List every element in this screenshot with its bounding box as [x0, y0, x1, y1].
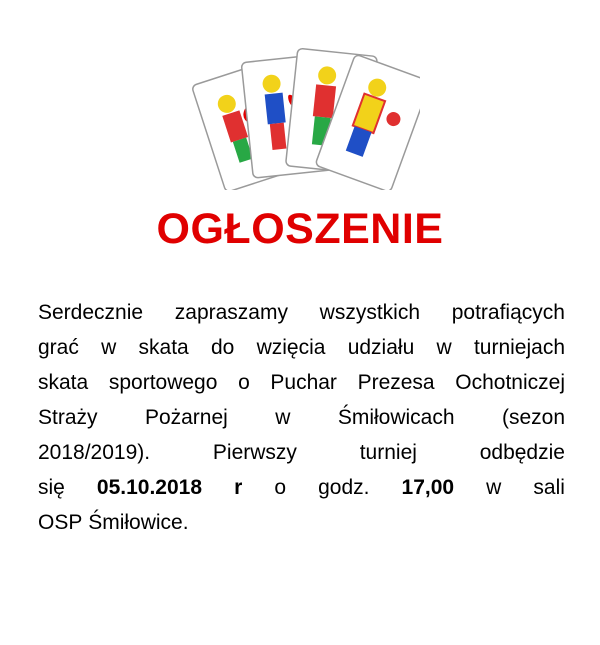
word: odbędzie — [479, 441, 565, 464]
word: się — [38, 476, 65, 499]
word: udziału — [347, 336, 415, 359]
playing-cards-fan-icon — [190, 40, 420, 190]
word: Serdecznie — [38, 301, 144, 324]
event-time: 17,00 — [401, 476, 455, 499]
word: Pożarnej — [144, 406, 228, 429]
word: turniej — [359, 441, 417, 464]
word: 2018/2019). — [38, 441, 151, 464]
text-line — [38, 295, 565, 330]
page-title: OGŁOSZENIE — [156, 205, 444, 253]
word: skata — [138, 336, 189, 359]
word: godz. — [318, 476, 370, 499]
text-line — [38, 435, 565, 470]
word: o — [238, 371, 250, 394]
word: w — [486, 476, 502, 499]
word: Puchar — [270, 371, 337, 394]
word: w — [275, 406, 291, 429]
word: o — [274, 476, 287, 499]
word: Straży — [38, 406, 98, 429]
word: w — [101, 336, 117, 359]
word: sali — [533, 476, 565, 499]
playing-cards-illustration — [190, 40, 420, 190]
word: skata — [38, 371, 89, 394]
word: OSP — [38, 511, 83, 534]
word: do — [210, 336, 235, 359]
text-line — [38, 400, 565, 435]
word: Pierwszy — [212, 441, 297, 464]
word: wzięcia — [256, 336, 326, 359]
word: Śmiłowice. — [88, 511, 189, 534]
word: zapraszamy — [174, 301, 288, 324]
announcement-text — [38, 295, 565, 540]
word: r — [234, 476, 243, 499]
text-line — [38, 505, 565, 540]
event-date: 05.10.2018 — [96, 476, 203, 499]
word: wszystkich — [319, 301, 421, 324]
word: (sezon — [501, 406, 565, 429]
word: Ochotniczej — [455, 371, 565, 394]
word: sportowego — [108, 371, 218, 394]
text-line — [38, 470, 565, 505]
word: turniejach — [473, 336, 565, 359]
word: w — [436, 336, 452, 359]
text-line — [38, 365, 565, 400]
word: Śmiłowicach — [337, 406, 455, 429]
text-line — [38, 330, 565, 365]
word: Prezesa — [357, 371, 435, 394]
word: grać — [38, 336, 79, 359]
word: potrafiących — [451, 301, 565, 324]
